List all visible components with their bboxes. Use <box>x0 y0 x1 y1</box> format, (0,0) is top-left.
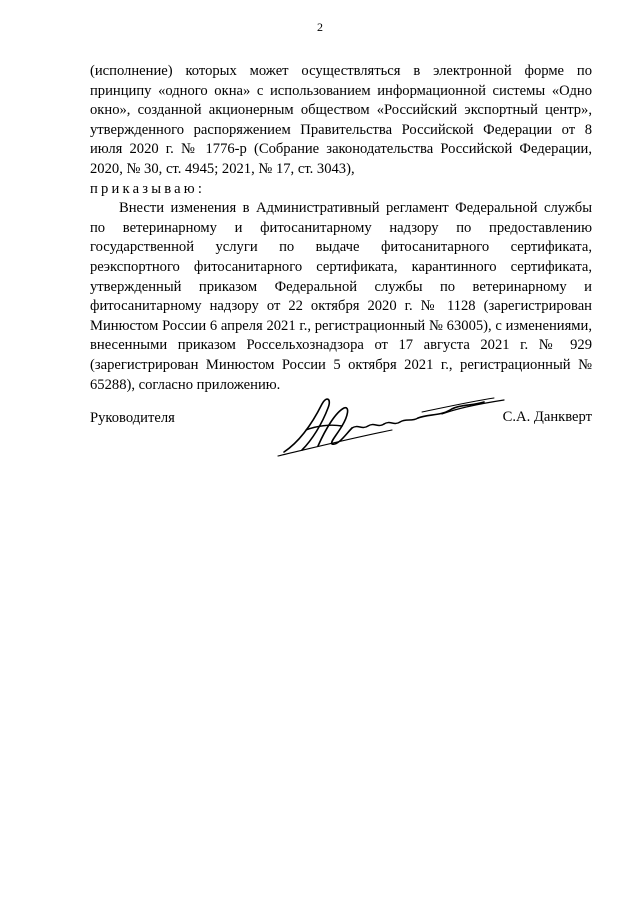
paragraph-preamble-text: (исполнение) которых может осуществляться в электронной форме по принципу «одного окна» с использованием информационной системы «Одно окно», созданной акционерным обществом «Российский экспортный центр», утвержденного распоряжением Правительства Российской Федерации от 8 июля 2020 г. № 1776-р (Собрание законодательства Российской Федерации, 2020, № 30, ст. 4945; 2021, № 17, ст. 3043), <box>90 63 592 177</box>
order-word: приказываю: <box>90 180 206 197</box>
paragraph-order-text: Внести изменения в Административный регламент Федеральной службы по ветеринарному и фитосанитарному надзору по предоставлению государственной услуги по выдаче фитосанитарного сертификата, реэкспортного фитосанитарного сертификата, карантинного сертификата, утвержденный приказом Федеральной службы по ветеринарному и фитосанитарному надзору от 22 октября 2020 г. № 1128 (зарегистрирован Минюстом России 6 апреля 2021 г., регистрационный № 63005), с изменениями, внесенными приказом Россельхознадзора от 17 августа 2021 г. № 929 (зарегистрирован Минюстом России 5 октября 2021 г., регистрационный № 65288), согласно приложению. <box>90 200 592 393</box>
signer-name: С.А. Данкверт <box>502 409 592 425</box>
page-number: 2 <box>317 20 323 34</box>
document-body <box>90 62 592 395</box>
handwritten-signature <box>272 390 532 462</box>
signature-block <box>90 390 592 470</box>
paragraph-preamble <box>90 62 592 199</box>
signer-title: Руководителя <box>90 410 175 426</box>
